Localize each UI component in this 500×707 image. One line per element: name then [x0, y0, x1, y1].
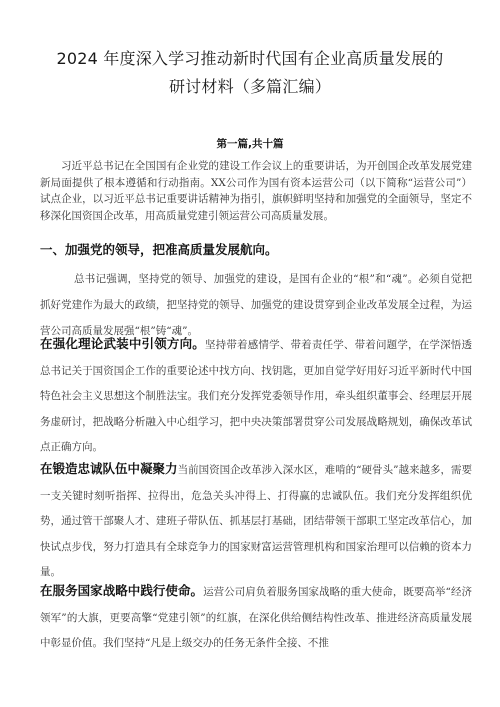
- section-heading-1: 一、加强党的领导，把准高质量发展航向。: [40, 242, 278, 257]
- document-subtitle: 第一篇,共十篇: [216, 138, 284, 150]
- subsection-team-lead: 在锻造忠诚队伍中凝聚力: [40, 461, 178, 476]
- subsection-strategy-lead: 在服务国家战略中践行使命。: [40, 583, 204, 598]
- subsection-strategy: [40, 578, 472, 657]
- subsection-strategy-body: 运营公司肩负着服务国家战略的重大使命，既要高举“经济领军”的大旗，更要高擎“党建引领”的红旗，在深化供给侧结构性改革、推进经济高质量发展中彰显价值。我们坚持“凡是上级交办的任务无条件全接、不推: [40, 586, 472, 649]
- subsection-theory-body: 坚持带着感情学、带着责任学、带着问题学，在学深悟透总书记关于国资国企工作的重要论述中找方向、找钥匙，更加自觉学好用好习近平新时代中国特色社会主义思想这个制胜法宝。我们充分发挥党委领导作用，牵头组织董事会、经理层开展务虚研讨，把战略分析融入中心组学习，把中央决策部署贯穿公司发展战略规划，确保改革试点正确方向。: [40, 339, 472, 453]
- subsection-theory-lead: 在强化理论武装中引领方向。: [40, 336, 205, 351]
- paragraph-root-soul: 总书记强调，坚持党的领导、加强党的建设，是国有企业的“根”和“魂”。必须自觉把抓好党建作为最大的政绩，把坚持党的领导、加强党的建设贯穿到企业改革发展全过程，为运营公司高质量发展强“根”铸“魂”。: [40, 273, 472, 337]
- subsection-theory: [40, 331, 472, 461]
- intro-paragraph: 习近平总书记在全国国有企业党的建设工作会议上的重要讲话，为开创国企改革发展党建新局面提供了根本遵循和行动指南。XX公司作为国有资本运营公司（以下简称“运营公司”）试点企业，以习近平总书记重要讲话精神为指引，旗帜鲜明坚持和加强党的全面领导，坚定不移深化国资国企改革，用高质量党建引领运营公司高质量发展。: [40, 160, 472, 222]
- subsection-team-body: 当前国资国企改革涉入深水区，难啃的“硬骨头”越来越多，需要一支关键时刻听指挥、拉得出，危急关头冲得上、打得赢的忠诚队伍。我们充分发挥组织优势，通过管干部聚人才、建班子带队伍、抓基层打基础，团结带领干部职工坚定改革信心，加快试点步伐，努力打造具有全球竞争力的国家财富运营管理机构和国家治理可以信赖的资本力量。: [40, 464, 472, 578]
- document-title-line2: 研讨材料（多篇汇编）: [168, 77, 331, 96]
- document-title-line1: 2024 年度深入学习推动新时代国有企业高质量发展的: [56, 49, 444, 68]
- subsection-team: [40, 456, 472, 586]
